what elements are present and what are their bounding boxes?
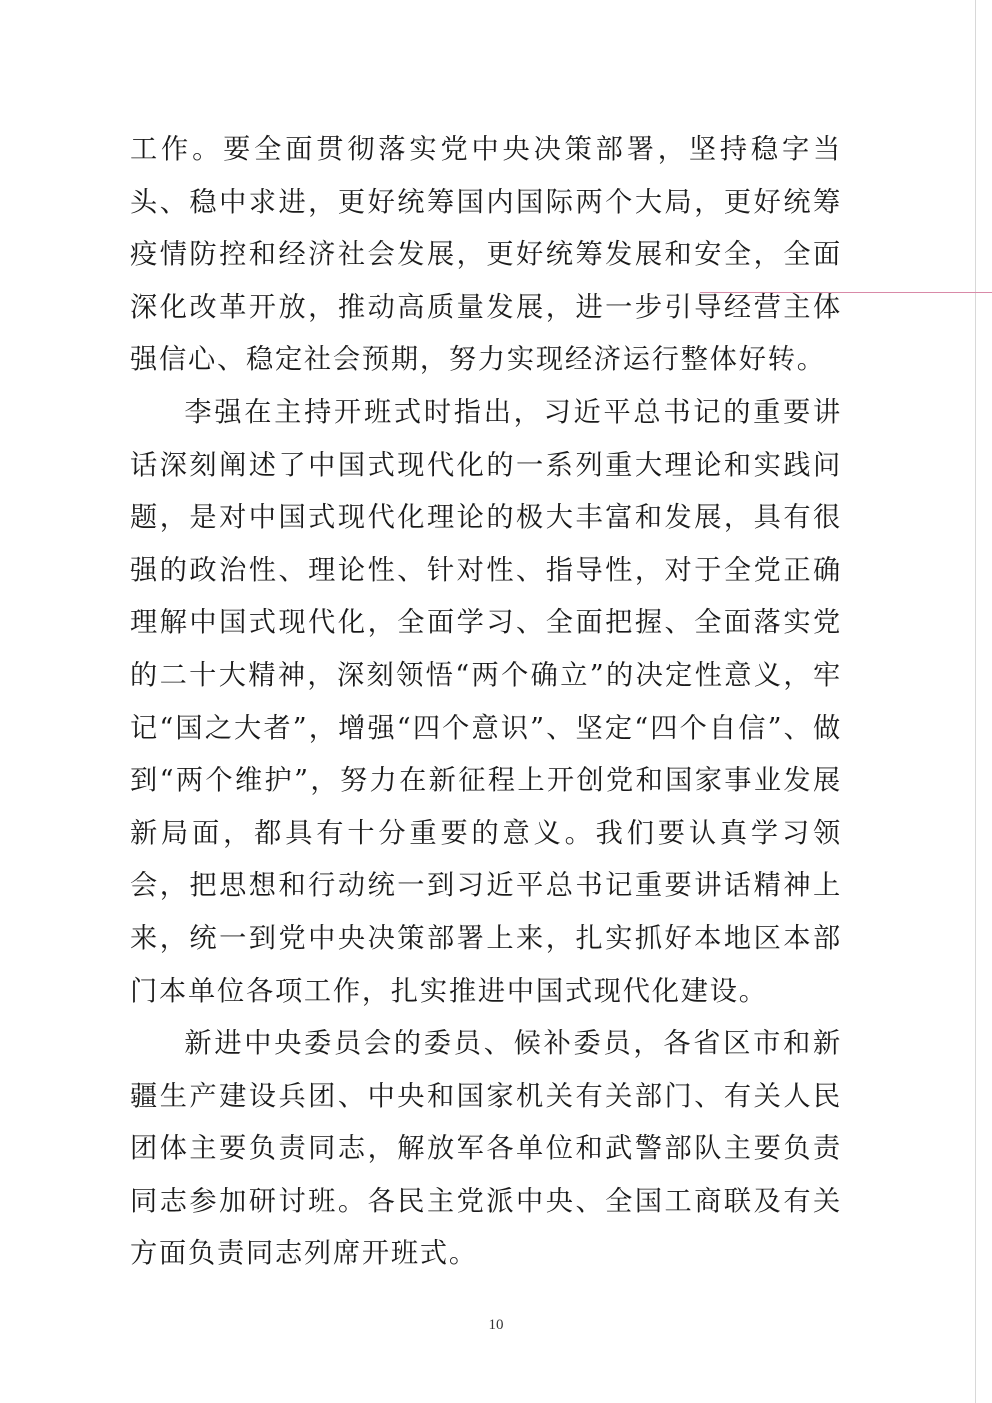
paragraph-continuation: 工作。要全面贯彻落实党中央决策部署，坚持稳字当头、稳中求进，更好统筹国内国际两个大局，更好统筹疫情防控和经济社会发展，更好统筹发展和安全，全面深化改革开放，推动高质量发展，进一步引导经营主体强信心、稳定社会预期，努力实现经济运行整体好转。 <box>130 134 842 376</box>
body-text <box>130 124 842 1281</box>
paragraph-li-qiang: 李强在主持开班式时指出，习近平总书记的重要讲话深刻阐述了中国式现代化的一系列重大理论和实践问题，是对中国式现代化理论的极大丰富和发展，具有很强的政治性、理论性、针对性、指导性，对于全党正确理解中国式现代化，全面学习、全面把握、全面落实党的二十大精神，深刻领悟“两个确立”的决定性意义，牢记“国之大者”，增强“四个意识”、坚定“四个自信”、做到“两个维护”，努力在新征程上开创党和国家事业发展新局面，都具有十分重要的意义。我们要认真学习领会，把思想和行动统一到习近平总书记重要讲话精神上来，统一到党中央决策部署上来，扎实抓好本地区本部门本单位各项工作，扎实推进中国式现代化建设。 <box>130 396 842 1007</box>
scan-edge-line <box>975 0 976 1403</box>
paragraph-attendees: 新进中央委员会的委员、候补委员，各省区市和新疆生产建设兵团、中央和国家机关有关部门、有关人民团体主要负责同志，解放军各单位和武警部队主要负责同志参加研讨班。各民主党派中央、全国工商联及有关方面负责同志列席开班式。 <box>130 1028 842 1270</box>
page-number: 10 <box>488 1317 504 1333</box>
